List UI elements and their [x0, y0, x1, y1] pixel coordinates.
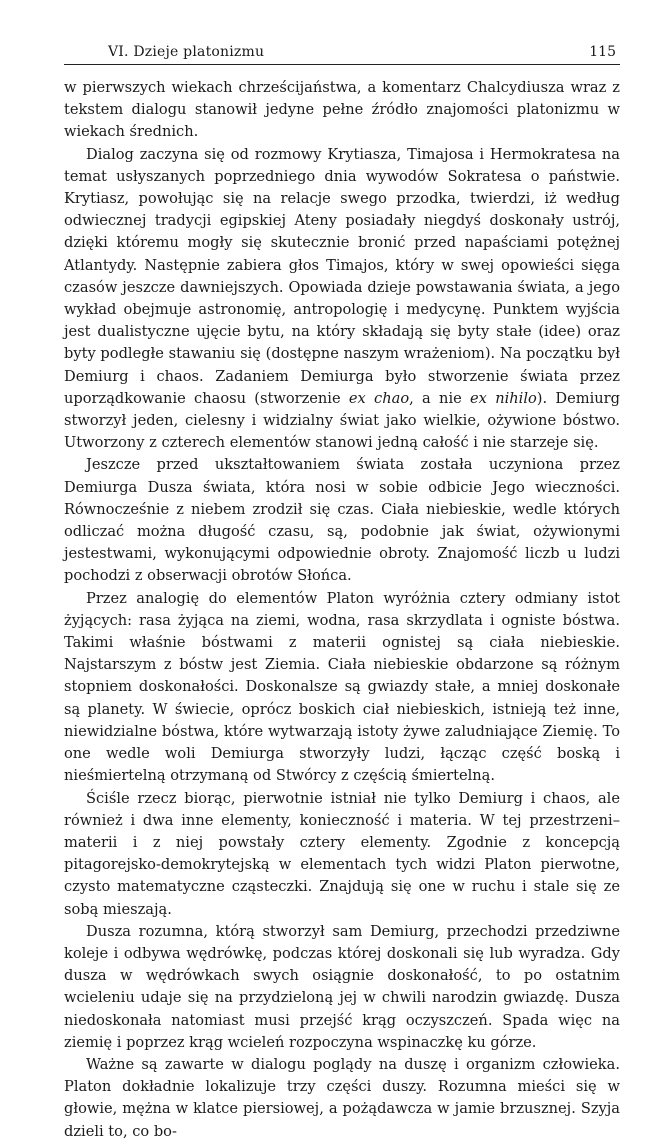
paragraph-4: [64, 588, 620, 788]
paragraph-text: w pierwszych wiekach chrześcijaństwa, a komentarz Chalcydiusza wraz z tekstem dialogu stanowił jedyne pełne źródło znajomości platonizmu w wiekach średnich.: [64, 79, 620, 141]
paragraph-text: ). Demiurg stworzył jeden, cielesny i widzialny świat jako wielkie, ożywione bóstwo. Utworzony z czterech elementów stanowi jedną całość i nie starzeje się.: [64, 389, 620, 452]
paragraph-5: [64, 788, 620, 921]
book-page: [64, 38, 620, 1143]
paragraph-3: [64, 454, 620, 587]
page-number: 115: [589, 44, 616, 60]
paragraph-text: Ważne są zawarte w dialogu poglądy na duszę i organizm człowieka. Platon dokładnie lokalizuje trzy części duszy. Rozumna mieści się w głowie, mężna w klatce piersiowej, a pożądawcza w jamie brzusznej. Szyja dzieli to, co bo-: [64, 1055, 620, 1140]
paragraph-6: [64, 921, 620, 1054]
paragraph-2: [64, 144, 620, 455]
body-text: [64, 77, 620, 1143]
paragraph-text: Przez analogię do elementów Platon wyróżnia cztery odmiany istot żyjących: rasa żyjąca na ziemi, wodna, rasa skrzydlata i ogniste bóstwa. Takimi właśnie bóstwami z materii ognistej są ciała niebieskie. Najstarszym z bóstw jest Ziemia. Ciała niebieskie obdarzone są różnym stopniem doskonałości. Doskonalsze są gwiazdy stałe, a mniej doskonałe są planety. W świecie, oprócz boskich ciał niebieskich, istnieją też inne, niewidzialne bóstwa, które wytwarzają istoty żywe zaludniające Ziemię. To one wedle woli Demiurga stworzyły ludzi, łącząc część boską i nieśmiertelną otrzymaną od Stwórcy z częścią śmiertelną.: [64, 589, 620, 785]
paragraph-text: Dialog zaczyna się od rozmowy Krytiasza, Timajosa i Hermokratesa na temat usłyszanych poprzedniego dnia wywodów Sokratesa o państwie. Krytiasz, powołując się na relacje swego przodka, twierdzi, iż według odwiecznej tradycji egipskiej Ateny posiadały niegdyś doskonały ustrój, dzięki któremu mogły się skutecznie bronić przed napaściami potężnej Atlantydy. Następnie zabiera głos Timajos, który w swej opowieści sięga czasów jeszcze dawniejszych. Opowiada dzieje powstawania świata, a jego wykład obejmuje astronomię, antropologię i medycynę. Punktem wyjścia jest dualistyczne ujęcie bytu, na który składają się byty stałe (idee) oraz byty podległe stawaniu się (dostępne naszym wrażeniom). Na początku był Demiurg i chaos. Zadaniem Demiurga było stworzenie świata przez uporządkowanie chaosu (stworzenie: [64, 145, 620, 407]
paragraph-7: [64, 1054, 620, 1143]
paragraph-text: Dusza rozumna, którą stworzył sam Demiurg, przechodzi przedziwne koleje i odbywa wędrówkę, podczas której doskonali się lub wyradza. Gdy dusza w wędrówkach swych osiągnie doskonałość, to po ostatnim wcieleniu udaje się na przydzieloną jej w chwili narodzin gwiazdę. Dusza niedoskonała natomiast musi przejść krąg oczyszczeń. Spada więc na ziemię i poprzez krąg wcieleń rozpoczyna wspinaczkę ku górze.: [64, 922, 620, 1051]
paragraph-text: , a nie: [409, 389, 471, 407]
latin-term-ex-chao: ex chao: [348, 389, 410, 407]
paragraph-text: Ściśle rzecz biorąc, pierwotnie istniał nie tylko Demiurg i chaos, ale również i dwa inne elementy, konieczność i materia. W tej przestrzeni–materii i z niej powstały cztery elementy. Zgodnie z koncepcją pitagorejsko-demokrytejską w elementach tych widzi Platon pierwotne, czysto matematyczne cząsteczki. Znajdują się one w ruchu i stale się ze sobą mieszają.: [64, 789, 620, 918]
latin-term-ex-nihilo: ex nihilo: [470, 389, 537, 407]
paragraph-1: [64, 77, 620, 144]
paragraph-text: Jeszcze przed ukształtowaniem świata została uczyniona przez Demiurga Dusza świata, która nosi w sobie odbicie Jego wieczności. Równocześnie z niebem zrodził się czas. Ciała niebieskie, wedle których odliczać można długość czasu, są, podobnie jak świat, ożywionymi jestestwami, wykonującymi odpowiednie obroty. Znajomość liczb u ludzi pochodzi z obserwacji obrotów Słońca.: [64, 456, 620, 585]
chapter-title: VI. Dzieje platonizmu: [108, 44, 265, 60]
running-header: [64, 38, 620, 65]
